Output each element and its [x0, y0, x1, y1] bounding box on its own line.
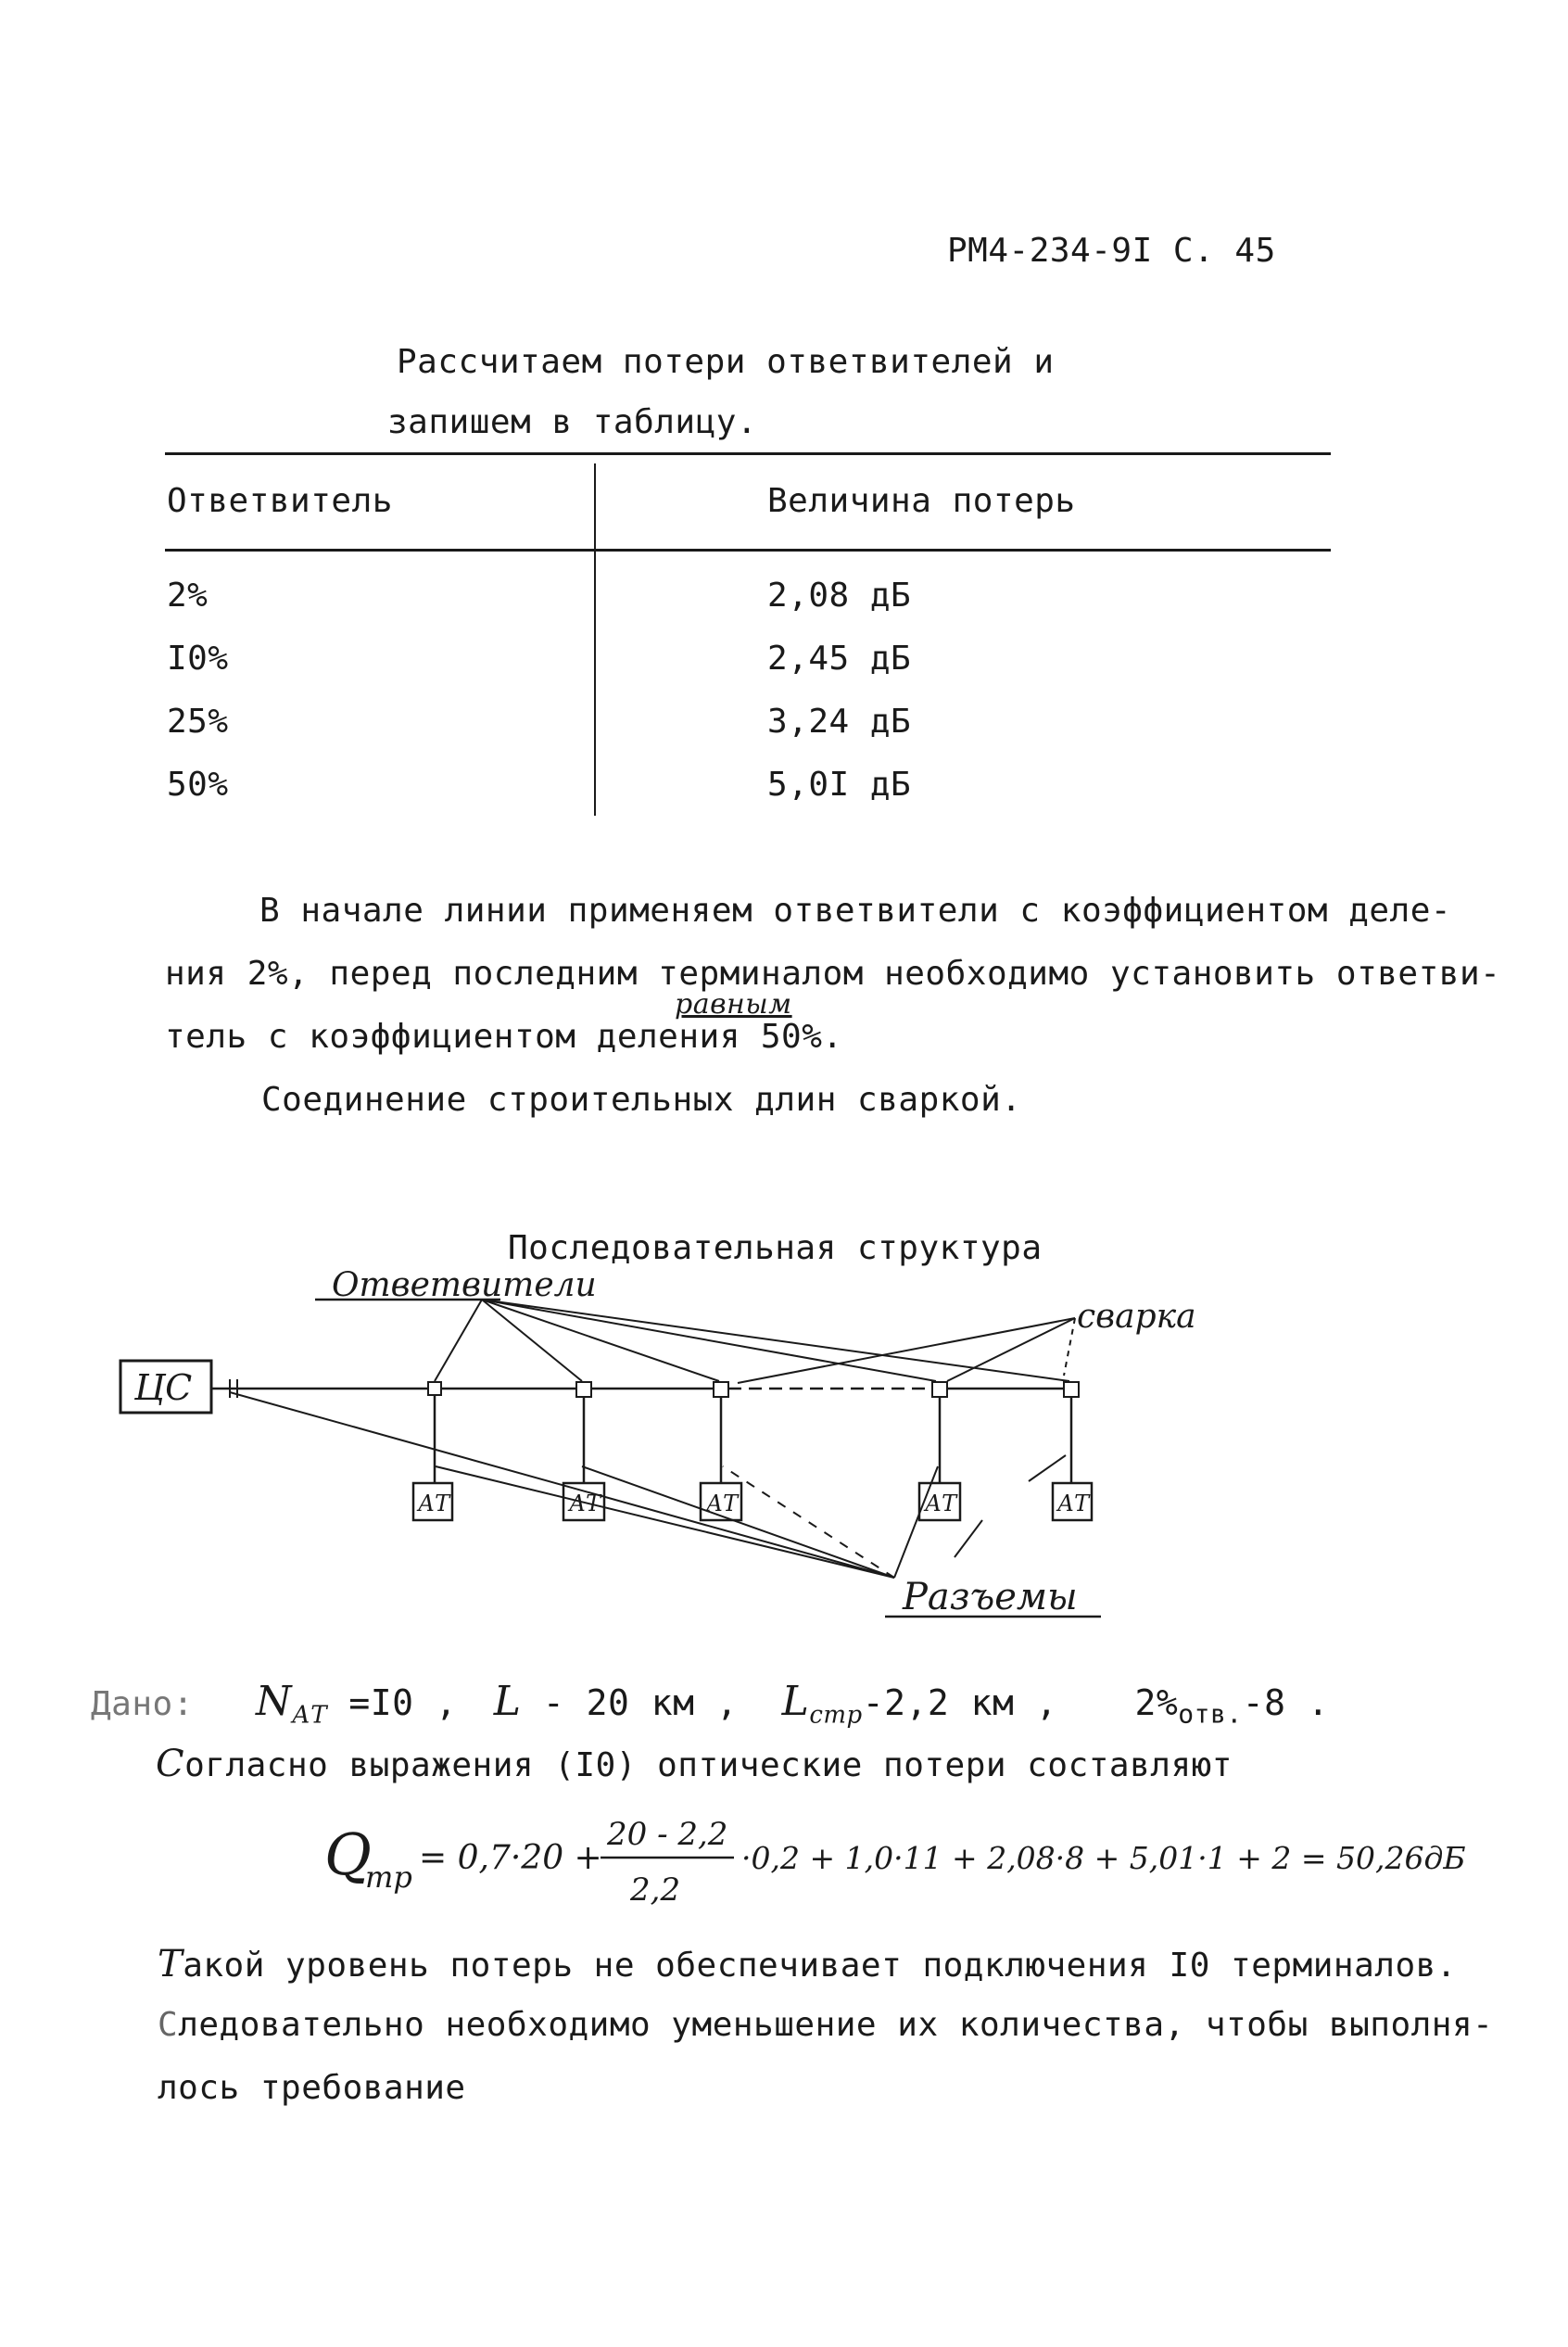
conclusion-line-1	[158, 1943, 1457, 1985]
formula-fraction-denominator: 2,2	[630, 1871, 681, 1909]
formula-lhs: Q	[324, 1821, 372, 1888]
table-row-loss: 2,45 дБ	[767, 640, 912, 678]
table-row-coupler: 2%	[167, 577, 209, 615]
table-row-loss: 5,0I дБ	[767, 766, 912, 804]
table-row-coupler: 50%	[167, 766, 229, 804]
paragraph-line-3-text: тель с коэффициентом деления	[165, 1018, 740, 1056]
table-header-coupler: Ответвитель	[167, 482, 393, 520]
couplers-subscript: отв.	[1178, 1698, 1243, 1730]
n-at-value: =I0 ,	[327, 1682, 458, 1723]
table-row-loss: 3,24 дБ	[767, 703, 912, 741]
length-value: - 20 км ,	[521, 1682, 739, 1723]
welding-note: Соединение строительных длин сваркой.	[261, 1081, 1022, 1119]
terminal-label: АТ	[706, 1491, 739, 1516]
diagram-title: Последовательная структура	[508, 1229, 1043, 1267]
n-at-symbol: N	[256, 1678, 292, 1725]
formula-lhs-subscript: тр	[365, 1859, 412, 1895]
coupler-node	[576, 1382, 591, 1397]
label-connectors: Разъемы	[903, 1576, 1078, 1618]
given-values	[256, 1678, 1329, 1730]
welding-pointers	[738, 1318, 1075, 1383]
paragraph-line-3-end: 50%.	[760, 1018, 843, 1056]
conclusion-initial-1: Т	[158, 1943, 183, 1985]
intro-line-1: Рассчитаем потери ответвителей и	[397, 343, 1055, 381]
handwritten-insert: равным	[675, 988, 792, 1021]
conclusion-line-2	[158, 2006, 1493, 2044]
lstr-value: -2,2 км ,	[862, 1682, 1058, 1723]
intro-line-2: запишем в таблицу.	[387, 403, 758, 441]
label-welding: сварка	[1077, 1298, 1196, 1336]
couplers-symbol: 2%	[1134, 1682, 1179, 1723]
formula-part-1: = 0,7·20 +	[419, 1839, 602, 1877]
formula-fraction-numerator: 20 - 2,2	[607, 1816, 728, 1853]
table-header-loss: Величина потерь	[767, 482, 1076, 520]
doc-reference: РМ4-234-9I С. 45	[947, 232, 1276, 270]
coupler-pointers	[435, 1300, 1069, 1381]
paragraph-line-2: ния 2%, перед последним терминалом необходимо установить ответви-	[165, 955, 1501, 993]
coupler-node	[714, 1382, 728, 1397]
couplers-value: -8 .	[1242, 1682, 1330, 1723]
n-at-subscript: АТ	[292, 1701, 328, 1730]
conclusion-text-1: акой уровень потерь не обеспечивает подключения I0 терминалов.	[183, 1947, 1457, 1985]
terminal-label: АТ	[569, 1491, 601, 1516]
formula-part-2: ·0,2 + 1,0·11 + 2,08·8 + 5,01·1 + 2 = 50,26дБ	[741, 1840, 1466, 1876]
calc-intro-initial: С	[156, 1743, 185, 1785]
station-label: ЦС	[134, 1367, 193, 1408]
lstr-subscript: стр	[809, 1701, 863, 1730]
lstr-symbol: L	[781, 1678, 810, 1725]
conclusion-text-2: ледовательно необходимо уменьшение их количества, чтобы выполня-	[178, 2006, 1494, 2044]
table-row-coupler: I0%	[167, 640, 229, 678]
table-row-loss: 2,08 дБ	[767, 577, 912, 615]
length-symbol: L	[493, 1678, 522, 1725]
conclusion-line-3: лось требование	[158, 2069, 466, 2107]
terminal-label: АТ	[418, 1491, 450, 1516]
conclusion-initial-2: С	[158, 2006, 179, 2044]
terminal-label: АТ	[1057, 1491, 1090, 1516]
terminal-label: АТ	[925, 1491, 957, 1516]
paragraph-line-1: В начале линии применяем ответвители с коэффициентом деле-	[259, 892, 1452, 930]
label-couplers: Ответвители	[332, 1266, 597, 1304]
coupler-node	[428, 1382, 441, 1395]
calc-intro-text: огласно выражения (I0) оптические потери составляют	[184, 1746, 1233, 1784]
coupler-node	[1064, 1382, 1079, 1397]
given-prefix: Дано:	[91, 1685, 194, 1723]
coupler-node	[932, 1382, 947, 1397]
table-row-coupler: 25%	[167, 703, 229, 741]
calc-intro	[156, 1743, 1233, 1785]
